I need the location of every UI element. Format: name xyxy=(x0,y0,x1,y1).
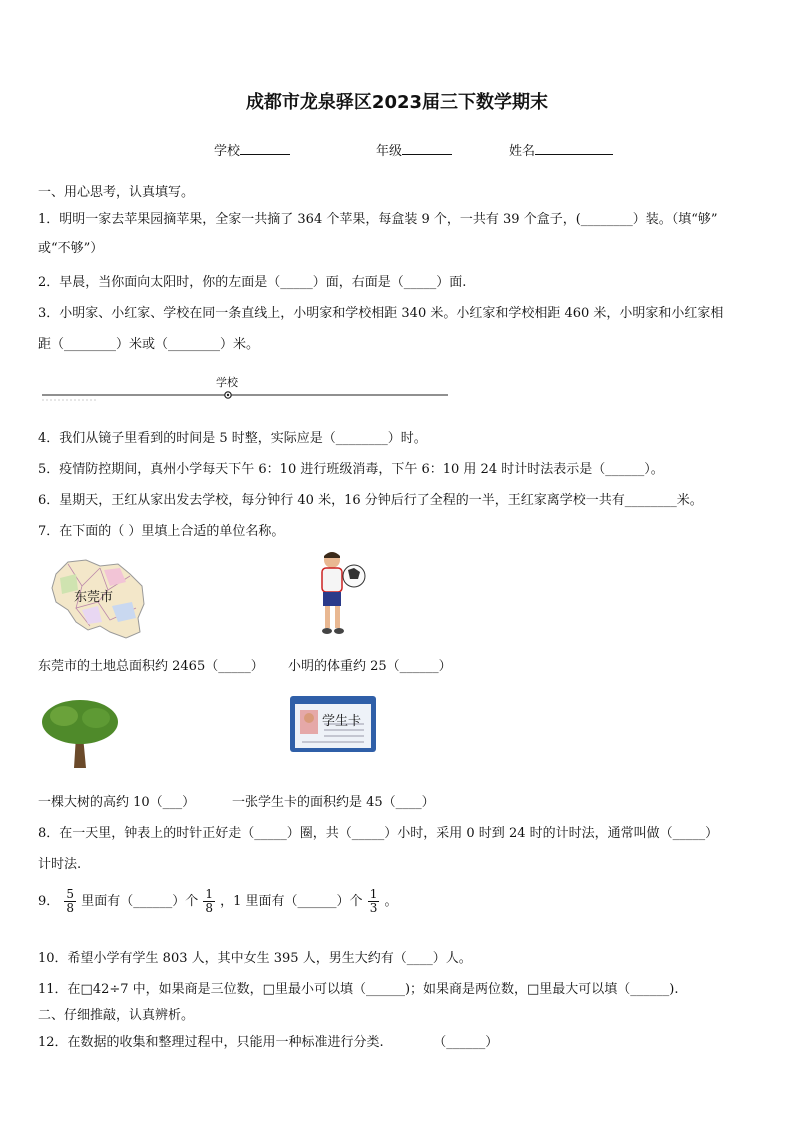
boy-right-leg xyxy=(335,606,340,628)
boy-shirt xyxy=(322,568,342,592)
question-9 xyxy=(38,888,397,915)
card-photo-face xyxy=(304,713,314,723)
question-8-line-1: 8．在一天里，钟表上的时针正好走（_____）圈，共（_____）小时，采用 0 时到 24 时的计时法，通常叫做（_____） xyxy=(38,826,719,841)
question-7: 7．在下面的（ ）里填上合适的单位名称。 xyxy=(38,524,285,539)
section-1-heading: 一、用心思考，认真填写。 xyxy=(38,185,195,200)
boy-left-shoe xyxy=(322,628,332,634)
fraction-1-8 xyxy=(203,888,215,915)
boy-shorts xyxy=(323,592,341,606)
school-line-diagram xyxy=(38,373,450,403)
page-title: 成都市龙泉驿区2023届三下数学期末 xyxy=(245,92,549,113)
tree-svg xyxy=(40,696,120,772)
grade-field xyxy=(376,140,452,159)
school-point-center xyxy=(227,394,229,396)
boy-right-shoe xyxy=(334,628,344,634)
school-field xyxy=(214,140,290,159)
q9-middle-2: ，1 里面有（______）个 xyxy=(220,894,363,909)
fraction-5-8 xyxy=(64,888,76,915)
fraction-1-3-denominator: 3 xyxy=(369,901,378,915)
grade-label: 年级 xyxy=(376,144,403,159)
fraction-5-8-numerator: 5 xyxy=(66,887,75,901)
question-1-line-2: 或“不够”） xyxy=(38,241,104,256)
fraction-5-8-denominator: 8 xyxy=(66,901,75,915)
fraction-1-8-denominator: 8 xyxy=(205,901,213,915)
card-label: 学生卡 xyxy=(322,714,362,729)
name-field xyxy=(509,140,613,159)
school-label: 学校 xyxy=(214,144,241,159)
question-2: 2．早晨，当你面向太阳时，你的左面是（_____）面，右面是（_____）面. xyxy=(38,275,467,290)
q9-middle-1: 里面有（______）个 xyxy=(81,894,199,909)
question-12: 12．在数据的收集和整理过程中，只能用一种标准进行分类. （______） xyxy=(38,1035,499,1050)
tree-highlight-right xyxy=(82,708,110,728)
school-point-label: 学校 xyxy=(216,376,238,389)
q9-prefix: 9． xyxy=(38,894,60,909)
question-10: 10．希望小学有学生 803 人，其中女生 395 人，男生大约有（____）人。 xyxy=(38,951,472,966)
question-1-line-1: 1．明明一家去苹果园摘苹果，全家一共摘了 364 个苹果，每盒装 9 个，一共有 39 个盒子，(________）装。（填“够” xyxy=(38,212,718,227)
section-2-heading: 二、仔细推敲，认真辨析。 xyxy=(38,1008,195,1023)
grade-blank xyxy=(402,142,452,155)
tree-image xyxy=(40,696,120,772)
question-4: 4．我们从镜子里看到的时间是 5 时整，实际应是（________）时。 xyxy=(38,431,427,446)
name-label: 姓名 xyxy=(509,144,536,159)
boy-left-leg xyxy=(325,606,330,628)
school-blank xyxy=(240,142,290,155)
fraction-1-8-numerator: 1 xyxy=(205,887,213,901)
line-diagram-svg xyxy=(38,373,450,403)
fraction-1-3 xyxy=(368,888,380,915)
question-7-item-3: 一棵大树的高约 10（___） xyxy=(38,795,196,810)
question-5: 5．疫情防控期间，真州小学每天下午 6：10 进行班级消毒，下午 6：10 用 24 时计时法表示是（______）。 xyxy=(38,462,664,477)
tree-highlight-left xyxy=(50,706,78,726)
question-7-item-2: 小明的体重约 25（______） xyxy=(288,659,452,674)
name-blank xyxy=(535,142,613,155)
q9-suffix: 。 xyxy=(384,894,398,909)
boy-svg xyxy=(312,548,368,638)
question-7-item-4: 一张学生卡的面积约是 45（____） xyxy=(232,795,435,810)
question-11: 11．在□42÷7 中，如果商是三位数，□里最小可以填（______)；如果商是两位数，□里最大可以填（______). xyxy=(38,982,679,997)
fraction-1-3-numerator: 1 xyxy=(369,887,378,901)
map-label: 东莞市 xyxy=(74,590,114,605)
question-8-line-2: 计时法. xyxy=(38,857,82,872)
question-3-line-2: 距（________）米或（________）米。 xyxy=(38,337,260,352)
question-3-line-1: 3．小明家、小红家、学校在同一条直线上，小明家和学校相距 340 米。小红家和学校相距 460 米，小明家和小红家相 xyxy=(38,306,724,321)
question-7-item-1: 东莞市的土地总面积约 2465（_____） xyxy=(38,659,264,674)
boy-hair xyxy=(324,552,340,558)
boy-with-ball-image xyxy=(312,548,368,638)
question-6: 6．星期天，王红从家出发去学校，每分钟行 40 米，16 分钟后行了全程的一半，王红家离学校一共有________米。 xyxy=(38,493,703,508)
